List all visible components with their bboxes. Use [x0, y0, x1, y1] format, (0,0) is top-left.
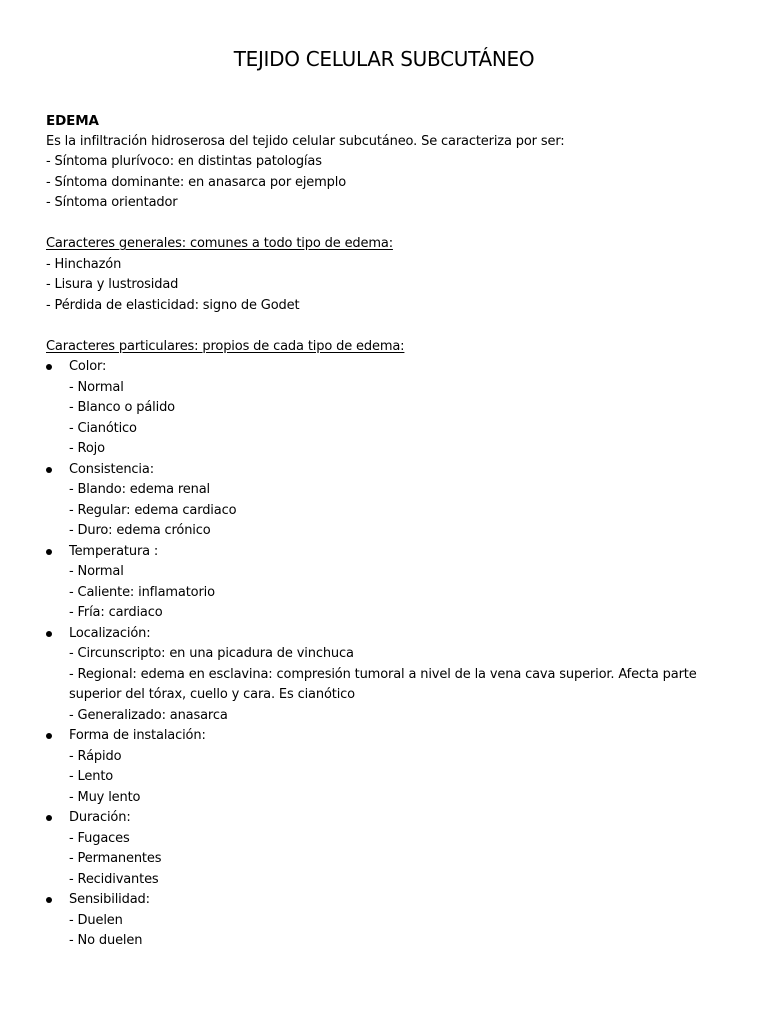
bullet-item-color — [46, 357, 726, 460]
general-item: - Pérdida de elasticidad: signo de Godet — [46, 297, 300, 313]
sub-item: - Duelen — [69, 912, 123, 928]
sub-item: - Permanentes — [69, 851, 162, 866]
sub-item: - Duro: edema crónico — [69, 523, 211, 538]
bullet-label: Localización: — [69, 625, 151, 641]
sub-item: - Rojo — [69, 441, 105, 456]
bullet-item-forma-instalacion — [46, 726, 726, 808]
sub-item: - Blando: edema renal — [69, 482, 211, 497]
particular-list — [46, 357, 726, 952]
bullet-icon — [46, 733, 52, 739]
document-body — [46, 111, 726, 952]
sub-item: - Cianótico — [69, 420, 137, 436]
sub-item: - Blanco o pálido — [69, 400, 175, 415]
section-heading: EDEMA — [46, 113, 99, 129]
intro-item: - Síntoma plurívoco: en distintas patologías — [46, 154, 322, 169]
general-item: - Hinchazón — [46, 256, 122, 272]
sub-item: - Muy lento — [69, 789, 141, 805]
document-title: TEJIDO CELULAR SUBCUTÁNEO — [233, 47, 535, 71]
sub-item: - Generalizado: anasarca — [69, 707, 228, 723]
sub-item: - No duelen — [69, 933, 143, 948]
bullet-label: Temperatura : — [69, 543, 159, 559]
intro-item: - Síntoma orientador — [46, 195, 178, 210]
bullet-item-localizacion — [46, 624, 726, 727]
bullet-label: Sensibilidad: — [69, 892, 150, 907]
bullet-icon — [46, 815, 52, 821]
sub-item: - Recidivantes — [69, 871, 159, 887]
sub-item: - Circunscripto: en una picadura de vinchuca — [69, 646, 354, 661]
blank-line — [46, 316, 726, 337]
bullet-item-temperatura — [46, 542, 726, 624]
sub-item: - Regular: edema cardiaco — [69, 502, 237, 518]
bullet-icon — [46, 897, 52, 903]
bullet-item-duracion — [46, 808, 726, 890]
sub-item: - Fría: cardiaco — [69, 605, 163, 620]
bullet-icon — [46, 549, 52, 555]
bullet-label: Color: — [69, 359, 107, 374]
bullet-label: Consistencia: — [69, 461, 154, 477]
bullet-item-consistencia — [46, 460, 726, 542]
bullet-label: Forma de instalación: — [69, 728, 206, 743]
intro-item: - Síntoma dominante: en anasarca por ejemplo — [46, 174, 347, 190]
bullet-icon — [46, 364, 52, 370]
sub-item: - Caliente: inflamatorio — [69, 584, 215, 600]
general-item: - Lisura y lustrosidad — [46, 277, 179, 292]
sub-item: - Normal — [69, 379, 124, 395]
sub-item: - Regional: edema en esclavina: compresión tumoral a nivel de la vena cava superior. Afecta parte superior del tórax, cuello y cara. Es cianótico — [69, 666, 697, 702]
bullet-icon — [46, 467, 52, 473]
particular-heading: Caracteres particulares: propios de cada tipo de edema: — [46, 338, 405, 354]
intro-paragraph: Es la infiltración hidroserosa del tejido celular subcutáneo. Se caracteriza por ser: — [46, 133, 565, 149]
bullet-icon — [46, 631, 52, 637]
bullet-label: Duración: — [69, 810, 131, 825]
sub-item: - Fugaces — [69, 830, 130, 846]
bullet-item-sensibilidad — [46, 890, 726, 952]
sub-item: - Normal — [69, 564, 124, 579]
general-heading: Caracteres generales: comunes a todo tipo de edema: — [46, 236, 393, 251]
sub-item: - Lento — [69, 769, 114, 784]
sub-item: - Rápido — [69, 748, 122, 764]
blank-line — [46, 214, 726, 235]
